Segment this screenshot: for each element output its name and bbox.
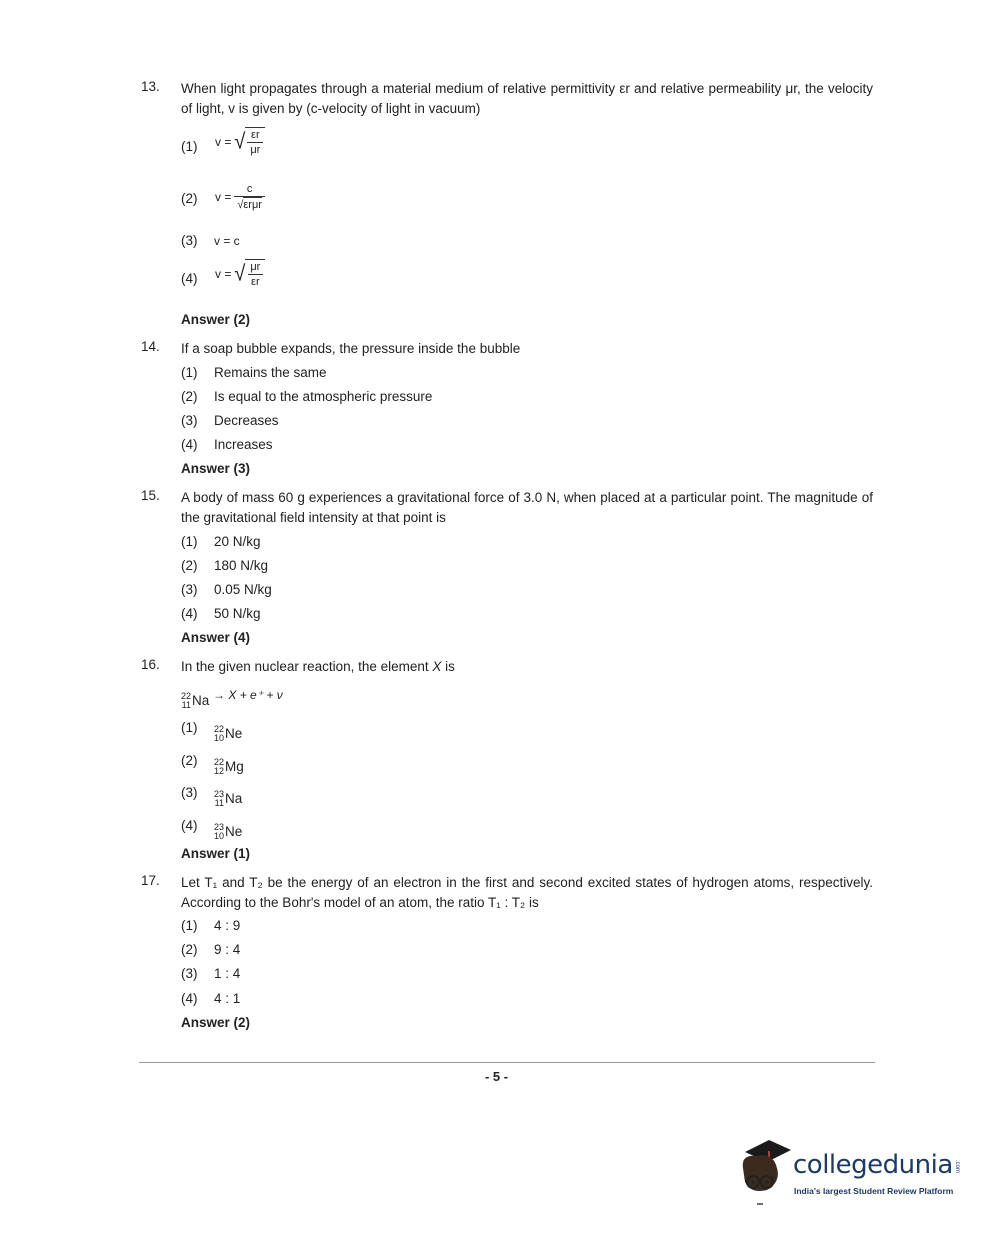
option-number: (4) [181, 437, 198, 452]
answer: Answer (3) [181, 461, 251, 476]
option-3 [181, 783, 243, 808]
option-4 [181, 435, 273, 455]
option-1 [181, 363, 327, 383]
option-4 [181, 269, 214, 289]
option-2 [181, 751, 244, 776]
option-number: (4) [181, 991, 198, 1006]
option-4 [181, 816, 243, 841]
atomic-number: 11 [181, 700, 192, 710]
sqrt-sign: √ [237, 198, 244, 211]
fraction-numerator: μr [250, 261, 261, 273]
option-number: (1) [181, 534, 198, 549]
option-number: (3) [181, 785, 198, 800]
option-number: (2) [181, 389, 198, 404]
option-2 [181, 189, 214, 209]
option-number: (2) [181, 753, 198, 768]
question-text-part: In the given nuclear reaction, the element [181, 659, 433, 674]
element-symbol: Ne [225, 824, 243, 839]
atomic-number: 10 [214, 831, 225, 841]
option-text: Is equal to the atmospheric pressure [214, 389, 433, 404]
formula-lhs: v = [215, 190, 232, 204]
question-text-part: is [441, 659, 455, 674]
option-2-formula [215, 182, 265, 212]
option-number: (4) [181, 606, 198, 621]
reaction-products: → X + e⁺ + ν [213, 688, 283, 702]
option-3 [181, 964, 240, 984]
atomic-number: 10 [214, 733, 225, 743]
element-symbol: Mg [225, 759, 244, 774]
collegedunia-logo[interactable] [737, 1138, 967, 1208]
option-number: (2) [181, 942, 198, 957]
option-text: 1 : 4 [214, 966, 241, 981]
fraction-denominator: μr [247, 142, 263, 157]
question-number: 17. [141, 873, 160, 888]
option-number: (4) [181, 818, 198, 833]
option-4 [181, 989, 240, 1009]
fraction-numerator: εr [251, 129, 260, 141]
element-symbol: Ne [225, 726, 243, 741]
option-number: (1) [181, 720, 198, 735]
nuclear-reaction [181, 685, 283, 710]
fraction-numerator: c [246, 183, 253, 195]
question-text: A body of mass 60 g experiences a gravitational force of 3.0 N, when placed at a particular point. The magnitude of the gravitational field intensity at that point is [181, 490, 873, 525]
footer-divider [139, 1062, 875, 1063]
question-number: 14. [141, 339, 160, 354]
option-text: v = c [214, 234, 240, 248]
option-2 [181, 387, 432, 407]
option-number: (4) [181, 271, 198, 286]
question-number: 16. [141, 657, 160, 672]
option-text: Remains the same [214, 365, 327, 380]
fraction-denominator: εr [248, 274, 263, 289]
fraction-denominator: εrμr [243, 199, 262, 211]
option-number: (2) [181, 191, 198, 206]
answer: Answer (1) [181, 846, 251, 861]
mass-number: 22 [214, 724, 225, 734]
element-symbol: Na [192, 693, 210, 708]
question-text: When light propagates through a material medium of relative permittivity εr and relative permeability μr, the velocity of light, v is given by (c-velocity of light in vacuum) [181, 81, 873, 116]
sqrt-sign: √ $\frac{\mu r}{\varepsilon r}$ [234, 259, 265, 289]
option-3 [181, 231, 240, 251]
option-1-formula [215, 127, 265, 157]
formula-lhs: v = [215, 267, 232, 281]
option-1 [181, 137, 214, 157]
logo-name: collegedunia [793, 1150, 953, 1180]
element-x: X [432, 659, 442, 674]
option-number: (3) [181, 413, 198, 428]
option-1 [181, 718, 243, 743]
atomic-number: 12 [214, 766, 225, 776]
mass-number: 22 [181, 691, 192, 701]
option-text: 50 N/kg [214, 606, 261, 621]
option-2 [181, 556, 268, 576]
option-1 [181, 916, 240, 936]
question-text: If a soap bubble expands, the pressure inside the bubble [181, 341, 521, 356]
option-number: (1) [181, 365, 198, 380]
option-text: 180 N/kg [214, 558, 269, 573]
mass-number: 23 [214, 789, 225, 799]
option-text: Decreases [214, 413, 279, 428]
answer: Answer (4) [181, 630, 251, 645]
option-3 [181, 580, 272, 600]
option-text: 4 : 1 [214, 991, 241, 1006]
option-2 [181, 940, 240, 960]
formula-lhs: v = [215, 135, 232, 149]
logo-tagline: India's largest Student Review Platform [794, 1186, 954, 1196]
option-number: (1) [181, 918, 198, 933]
logo-dotcom: .com [954, 1160, 960, 1174]
question-number: 13. [141, 79, 160, 94]
option-number: (3) [181, 582, 198, 597]
option-text: 4 : 9 [214, 918, 241, 933]
option-number: (3) [181, 233, 198, 248]
option-1 [181, 532, 261, 552]
answer: Answer (2) [181, 312, 251, 327]
atomic-number: 11 [214, 798, 225, 808]
option-number: (2) [181, 558, 198, 573]
option-4 [181, 604, 261, 624]
question-number: 15. [141, 488, 160, 503]
page-number: - 5 - [484, 1069, 509, 1084]
element-symbol: Na [225, 791, 243, 806]
question-text: Let T₁ and T₂ be the energy of an electron in the first and second excited states of hydrogen atoms, respectively. According to the Bohr's model of an atom, the ratio T₁ : T₂ is [181, 875, 873, 910]
option-3 [181, 411, 279, 431]
option-text: 0.05 N/kg [214, 582, 272, 597]
option-number: (3) [181, 966, 198, 981]
sqrt-sign: √ $\frac{\varepsilon r}{\mu r}$ [234, 127, 265, 157]
question-text [181, 657, 873, 677]
option-4-formula [215, 259, 265, 289]
option-number: (1) [181, 139, 198, 154]
mass-number: 22 [214, 757, 225, 767]
option-text: 20 N/kg [214, 534, 261, 549]
option-text: 9 : 4 [214, 942, 241, 957]
answer: Answer (2) [181, 1015, 251, 1030]
option-text: Increases [214, 437, 273, 452]
mass-number: 23 [214, 822, 225, 832]
mascot-icon [737, 1138, 793, 1208]
